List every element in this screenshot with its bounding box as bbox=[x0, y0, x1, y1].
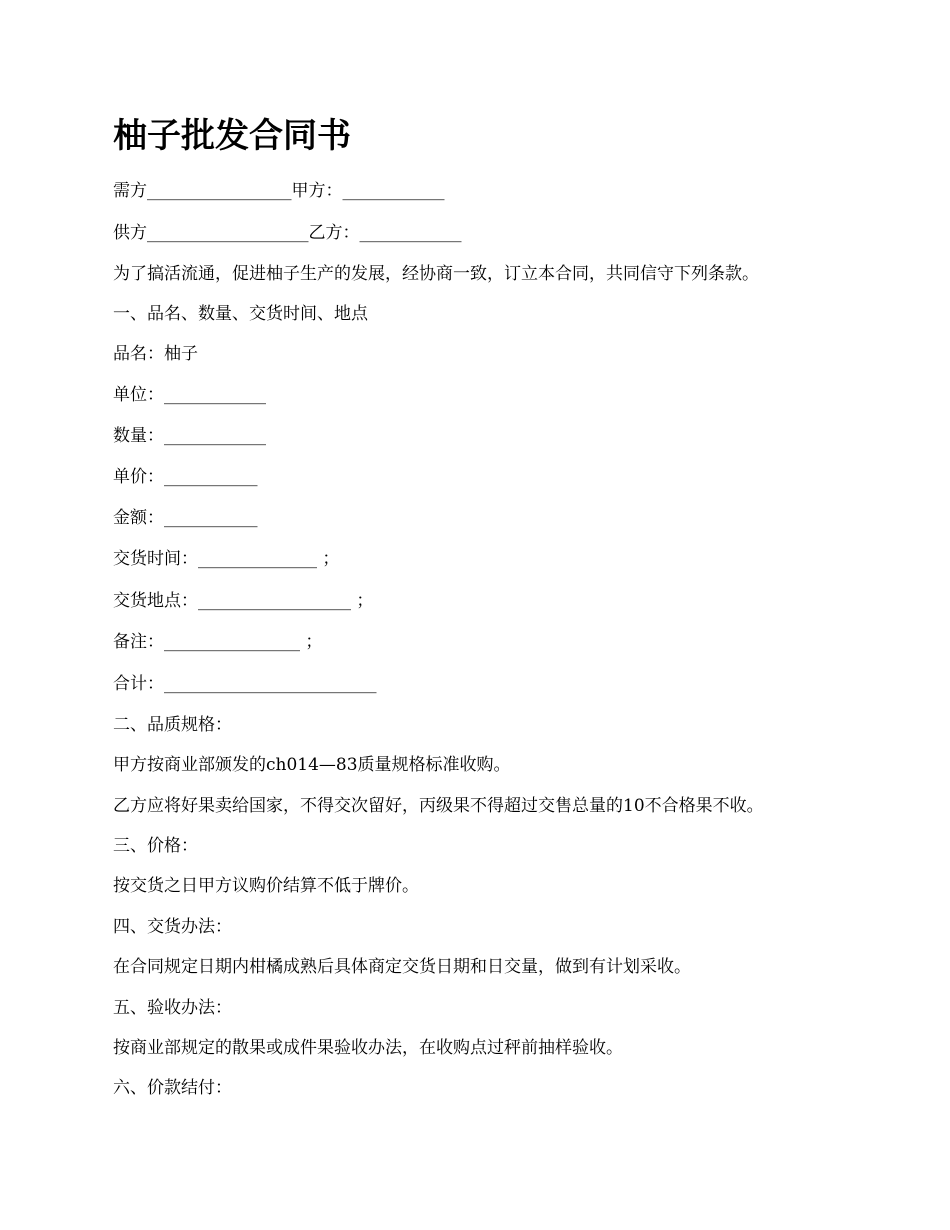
amount-line: 金额：___________ bbox=[113, 508, 258, 528]
unit-price-line: 单价：___________ bbox=[113, 467, 258, 487]
section-heading-4: 四、交货办法： bbox=[113, 917, 232, 937]
buyer-line: 需方_________________甲方：____________ bbox=[113, 181, 445, 201]
price-paragraph: 按交货之日甲方议购价结算不低于牌价。 bbox=[113, 876, 419, 896]
section-heading-1: 一、品名、数量、交货时间、地点 bbox=[113, 304, 368, 324]
unit-line: 单位：____________ bbox=[113, 385, 266, 405]
quality-paragraph-2: 乙方应将好果卖给国家，不得交次留好，丙级果不得超过交售总量的10不合格果不收。 bbox=[113, 796, 764, 816]
section-heading-3: 三、价格： bbox=[113, 836, 198, 856]
delivery-method-paragraph: 在合同规定日期内柑橘成熟后具体商定交货日期和日交量，做到有计划采收。 bbox=[113, 957, 691, 977]
remarks-line: 备注：________________ ； bbox=[113, 632, 323, 652]
delivery-time-line: 交货时间：______________ ； bbox=[113, 549, 340, 569]
total-line: 合计：_________________________ bbox=[113, 674, 377, 694]
product-name-line: 品名：柚子 bbox=[113, 344, 198, 364]
delivery-place-line: 交货地点：__________________ ； bbox=[113, 591, 374, 611]
quality-paragraph-1: 甲方按商业部颁发的ch014—83质量规格标准收购。 bbox=[113, 755, 511, 775]
preamble-paragraph: 为了搞活流通，促进柚子生产的发展，经协商一致，订立本合同，共同信守下列条款。 bbox=[113, 264, 759, 284]
section-heading-5: 五、验收办法： bbox=[113, 998, 232, 1018]
supplier-line: 供方___________________乙方：____________ bbox=[113, 223, 462, 243]
document-title: 柚子批发合同书 bbox=[113, 116, 351, 156]
inspection-paragraph: 按商业部规定的散果或成件果验收办法，在收购点过秤前抽样验收。 bbox=[113, 1038, 623, 1058]
section-heading-2: 二、品质规格： bbox=[113, 715, 232, 735]
section-heading-6: 六、价款结付： bbox=[113, 1078, 232, 1098]
quantity-line: 数量：____________ bbox=[113, 426, 266, 446]
